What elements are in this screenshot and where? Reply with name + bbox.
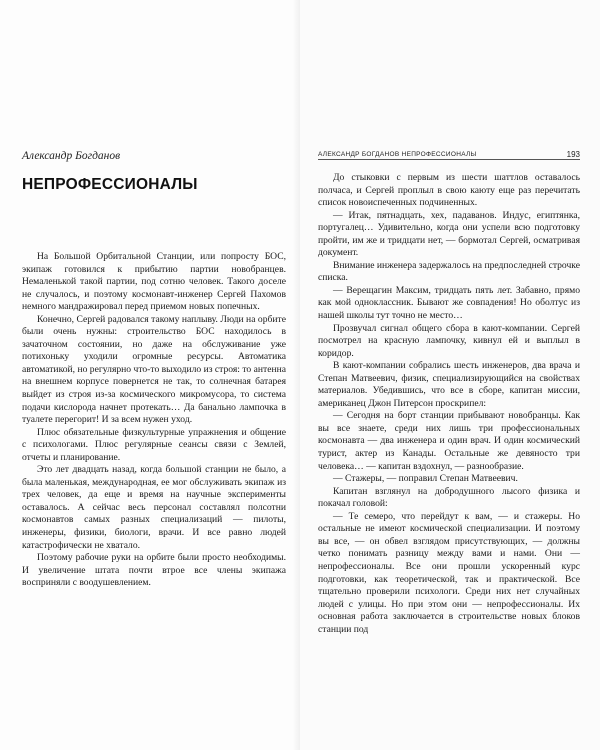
- paragraph: Капитан взглянул на добродушного лысого физика и покачал головой:: [318, 485, 580, 510]
- paragraph: На Большой Орбитальной Станции, или попросту БОС, экипаж готовился к прибытию партии новобранцев. Немаленькой такой партии, под сотню человек. Такого доселе не случалось, и поэтому космонавт-инженер Сергей Пахомов немного мандражировал перед приемом новых попечных.: [22, 251, 286, 313]
- page-number: 193: [566, 150, 580, 159]
- paragraph: Плюс обязательные физкультурные упражнения и общение с психологами. Плюс регулярные сеансы связи с Землей, отчеты и планирование.: [22, 426, 286, 463]
- paragraph: — Верещагин Максим, тридцать пять лет. Забавно, прямо как мой одноклассник. Бывают же совпадения! Но оболтус из нашей школы тут точно не место…: [318, 284, 580, 322]
- right-page: [300, 0, 600, 750]
- paragraph: Конечно, Сергей радовался такому наплыву. Люди на орбите были очень нужны: строительство БОС находилось в зачаточном состоянии, но даже на обслуживание уже потихоньку уходили огромные ресурсы. Автоматика автоматикой, но регулярно что-то выходило из строя: то антенна на внешнем корпусе повернется не так, то солнечная батарея выйдет из строя из-за космического микромусора, то система подачи кислорода начнет протекать… Да банально лампочка в туалете перегорит! И за всем нужен уход.: [22, 313, 286, 426]
- running-head: АЛЕКСАНДР БОГДАНОВ НЕПРОФЕССИОНАЛЫ: [318, 151, 580, 160]
- author-name: Александр Богданов: [22, 150, 121, 162]
- right-page-text: [318, 172, 580, 636]
- paragraph: — Те семеро, что перейдут к вам, — и стажеры. Но остальные не имеют космической специализации. И поэтому вы все, — он обвел взглядом присутствующих, — должны четко понимать разницу между вами и нами. Они — непрофессионалы. Все они прошли ускоренный курс подготовки, как теоретической, так и практической. Все тщательно проверили психологи. Среди них нет случайных людей с улицы. Но при этом они — непрофессионалы. Их основная работа заключается в строительстве новых блоков станции под: [318, 510, 580, 635]
- paragraph: В кают-компании собрались шесть инженеров, два врача и Степан Матвеевич, физик, специализирующийся на свойствах материалов. Убедившись, что все в сборе, капитан миссии, американец Джон Питерсон проскрипел:: [318, 360, 580, 409]
- chapter-title: НЕПРОФЕССИОНАЛЫ: [22, 176, 198, 193]
- paragraph: — Итак, пятнадцать, хех, падаванов. Индус, египтянка, португалец… Удивительно, когда они успели всю подготовку пройти, им же и тридцати нет, — бормотал Сергей, осматривая документ.: [318, 209, 580, 259]
- paragraph: Прозвучал сигнал общего сбора в кают-компании. Сергей посмотрел на красную лампочку, кивнул ей и выплыл в коридор.: [318, 322, 580, 359]
- paragraph: Внимание инженера задержалось на предпоследней строчке списка.: [318, 259, 580, 284]
- left-page-text: [22, 251, 286, 590]
- paragraph: Это лет двадцать назад, когда большой станции не было, а была маленькая, международная, ее мог обслуживать экипаж из трех человек, да еще и время на научные эксперименты оставалось. А сейчас весь персонал составлял полсотни космонавтов самых разных специализаций — пилоты, инженеры, физики, биологи, врачи. И все равно людей катастрофически не хватало.: [22, 464, 286, 551]
- paragraph: До стыковки с первым из шести шаттлов оставалось полчаса, и Сергей проплыл в свою каюту еще раз перечитать список новоиспеченных подчиненных.: [318, 172, 580, 209]
- paragraph: — Стажеры, — поправил Степан Матвеевич.: [333, 473, 518, 485]
- paragraph: — Сегодня на борт станции прибывают новобранцы. Как вы все знаете, среди них лишь три профессиональных космонавта — два инженера и один врач. И один космический турист, актер из Канады. Остальные же девяносто три человека… — капитан вздохнул, — разнообразие.: [318, 410, 580, 472]
- paragraph: Поэтому рабочие руки на орбите были просто необходимы. И увеличение штата почти втрое все члены экипажа восприняли с воодушевлением.: [22, 552, 286, 589]
